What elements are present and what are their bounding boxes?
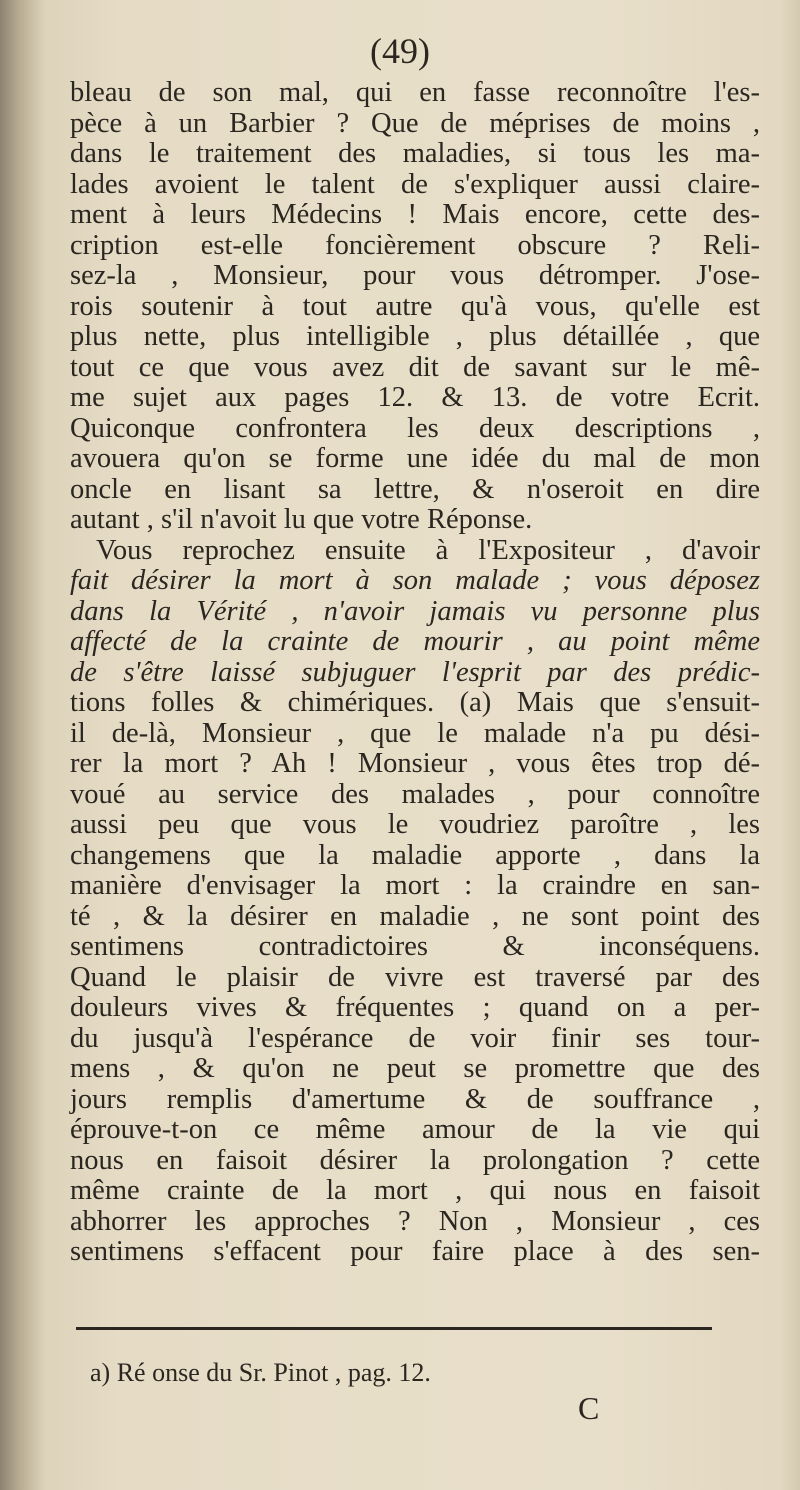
text-line: de s'être laissé subjuguer l'esprit par des prédic- [70, 656, 760, 688]
text-line: rer la mort ? Ah ! Monsieur , vous êtes trop dé- [70, 748, 760, 779]
text-line: jours remplis d'amertume & de souffrance , [70, 1083, 760, 1115]
text-line: nous en faisoit désirer la prolongation ? cette [70, 1144, 760, 1176]
text-line: lades avoient le talent de s'expliquer aussi claire- [70, 168, 760, 200]
text-line: sentimens contradictoires & inconséquens. [70, 931, 760, 962]
footnote-rule [76, 1327, 712, 1330]
text-line: plus nette, plus intelligible , plus détaillée , que [70, 321, 760, 352]
text-line: il de-là, Monsieur , que le malade n'a pu dési- [70, 717, 760, 749]
text-line: rois soutenir à tout autre qu'à vous, qu'elle est [70, 290, 760, 322]
text-line: bleau de son mal, qui en fasse reconnoître l'es- [70, 77, 760, 108]
page-number: (49) [370, 31, 430, 71]
text-line: pèce à un Barbier ? Que de méprises de moins , [70, 107, 760, 139]
text-line: oncle en lisant sa lettre, & n'oseroit en dire [70, 473, 760, 505]
footnote: a) Ré onse du Sr. Pinot , pag. 12. [90, 1358, 431, 1387]
text-line: changemens que la maladie apporte , dans la [70, 839, 760, 871]
text-line: Quiconque confrontera les deux descriptions , [70, 412, 760, 444]
text-line: sez-la , Monsieur, pour vous détromper. J'ose- [70, 260, 760, 291]
text-line: sentimens s'effacent pour faire place à des sen- [70, 1236, 760, 1267]
text-line: tions folles & chimériques. (a) Mais que s'ensuit- [70, 687, 760, 718]
text-line: Vous reprochez ensuite à l'Expositeur , d'avoir [96, 534, 760, 566]
body-text [70, 78, 760, 1268]
text-line: mens , & qu'on ne peut se promettre que des [70, 1053, 760, 1084]
text-line: aussi peu que vous le voudriez paroître , les [70, 809, 760, 840]
text-line: même crainte de la mort , qui nous en faisoit [70, 1175, 760, 1206]
text-line: Quand le plaisir de vivre est traversé par des [70, 961, 760, 993]
text-line: autant , s'il n'avoit lu que votre Réponse. [70, 504, 533, 535]
text-line: ment à leurs Médecins ! Mais encore, cette des- [70, 199, 760, 230]
text-line: dans la Vérité , n'avoir jamais vu personne plus [70, 595, 760, 627]
text-line: douleurs vives & fréquentes ; quand on a per- [70, 992, 760, 1023]
text-line: éprouve-t-on ce même amour de la vie qui [70, 1114, 760, 1145]
text-line: affecté de la crainte de mourir , au point même [70, 626, 760, 657]
text-line: abhorrer les approches ? Non , Monsieur , ces [70, 1205, 760, 1237]
text-line: dans le traitement des maladies, si tous les ma- [70, 138, 760, 169]
text-line: voué au service des malades , pour connoître [70, 778, 760, 810]
text-line: du jusqu'à l'espérance de voir finir ses tour- [70, 1022, 760, 1054]
text-line: cription est-elle foncièrement obscure ? Reli- [70, 229, 760, 261]
text-line: me sujet aux pages 12. & 13. de votre Ecrit. [70, 382, 760, 413]
text-line: tout ce que vous avez dit de savant sur le mê- [70, 351, 760, 383]
text-line: avouera qu'on se forme une idée du mal de mon [70, 443, 760, 474]
text-line: fait désirer la mort à son malade ; vous déposez [70, 565, 760, 596]
text-line: té , & la désirer en maladie , ne sont point des [70, 900, 760, 932]
signature-mark: C [578, 1390, 600, 1426]
text-line: manière d'envisager la mort : la craindre en san- [70, 870, 760, 901]
